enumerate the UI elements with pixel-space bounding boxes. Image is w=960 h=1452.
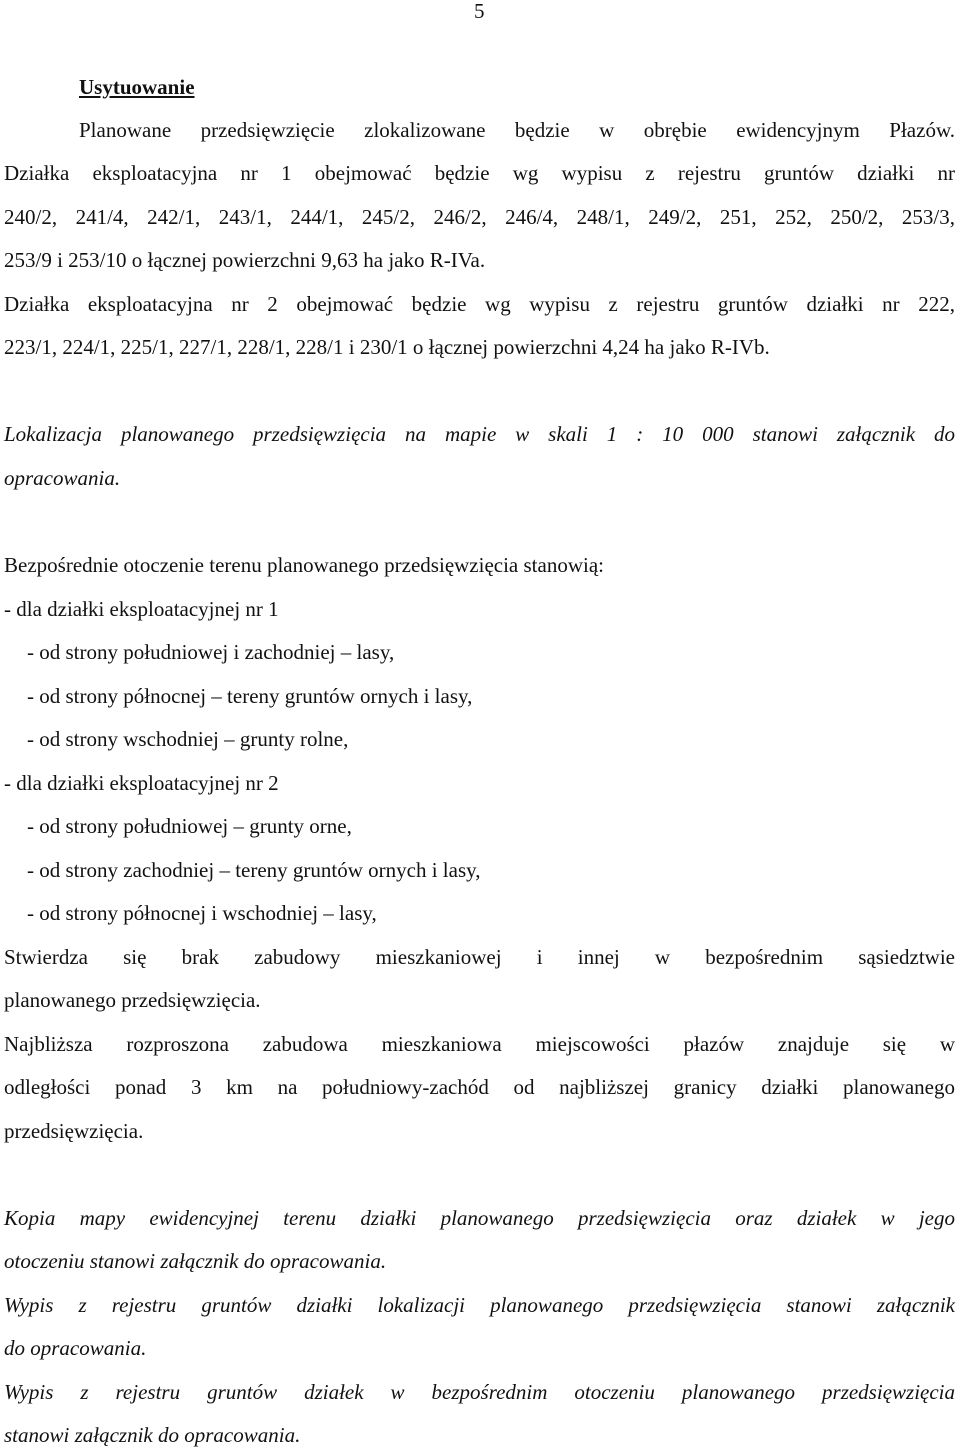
- statement-line: odległości ponad 3 km na południowy-zachód od najbliższej granicy działki planowanego: [4, 1075, 955, 1099]
- attachment-line: otoczeniu stanowi załącznik do opracowania.: [4, 1249, 387, 1273]
- paragraph-line: 253/9 i 253/10 o łącznej powierzchni 9,63 ha jako R-IVa.: [4, 248, 486, 272]
- attachment-line: Kopia mapy ewidencyjnej terenu działki planowanego przedsięwzięcia oraz działek w jego: [4, 1206, 955, 1230]
- attachment-line: do opracowania.: [4, 1336, 147, 1360]
- paragraph-line: Działka eksploatacyjna nr 1 obejmować będzie wg wypisu z rejestru gruntów działki nr: [4, 161, 955, 185]
- statement-line: Stwierdza się brak zabudowy mieszkaniowej i innej w bezpośrednim sąsiedztwie: [4, 945, 955, 969]
- map-note-line: opracowania.: [4, 466, 121, 490]
- attachment-line: Wypis z rejestru gruntów działek w bezpośrednim otoczeniu planowanego przedsięwzięcia: [4, 1380, 955, 1404]
- paragraph-line: 240/2, 241/4, 242/1, 243/1, 244/1, 245/2, 246/2, 246/4, 248/1, 249/2, 251, 252, 250/2, 253/3,: [4, 205, 955, 229]
- section-heading: Usytuowanie: [79, 75, 195, 99]
- list-subitem: - od strony południowej i zachodniej – lasy,: [27, 640, 395, 664]
- list-item: - dla działki eksploatacyjnej nr 2: [4, 771, 279, 795]
- list-subitem: - od strony północnej – tereny gruntów ornych i lasy,: [27, 684, 473, 708]
- statement-line: przedsięwzięcia.: [4, 1119, 144, 1143]
- map-note-line: Lokalizacja planowanego przedsięwzięcia na mapie w skali 1 : 10 000 stanowi załącznik do: [4, 422, 955, 446]
- list-subitem: - od strony zachodniej – tereny gruntów ornych i lasy,: [27, 858, 481, 882]
- list-subitem: - od strony północnej i wschodniej – lasy,: [27, 901, 377, 925]
- list-subitem: - od strony wschodniej – grunty rolne,: [27, 727, 349, 751]
- surroundings-intro: Bezpośrednie otoczenie terenu planowanego przedsięwzięcia stanowią:: [4, 553, 604, 577]
- paragraph-line: Działka eksploatacyjna nr 2 obejmować będzie wg wypisu z rejestru gruntów działki nr 222,: [4, 292, 955, 316]
- list-subitem: - od strony południowej – grunty orne,: [27, 814, 352, 838]
- list-item: - dla działki eksploatacyjnej nr 1: [4, 597, 279, 621]
- page-number: 5: [474, 0, 485, 23]
- attachment-line: stanowi załącznik do opracowania.: [4, 1423, 301, 1447]
- statement-line: Najbliższa rozproszona zabudowa mieszkaniowa miejscowości płazów znajduje się w: [4, 1032, 955, 1056]
- attachment-line: Wypis z rejestru gruntów działki lokalizacji planowanego przedsięwzięcia stanowi załącznik: [4, 1293, 955, 1317]
- paragraph-line: 223/1, 224/1, 225/1, 227/1, 228/1, 228/1 i 230/1 o łącznej powierzchni 4,24 ha jako R-IVb.: [4, 335, 770, 359]
- paragraph-line: Planowane przedsięwzięcie zlokalizowane będzie w obrębie ewidencyjnym Płazów.: [79, 118, 955, 142]
- statement-line: planowanego przedsięwzięcia.: [4, 988, 261, 1012]
